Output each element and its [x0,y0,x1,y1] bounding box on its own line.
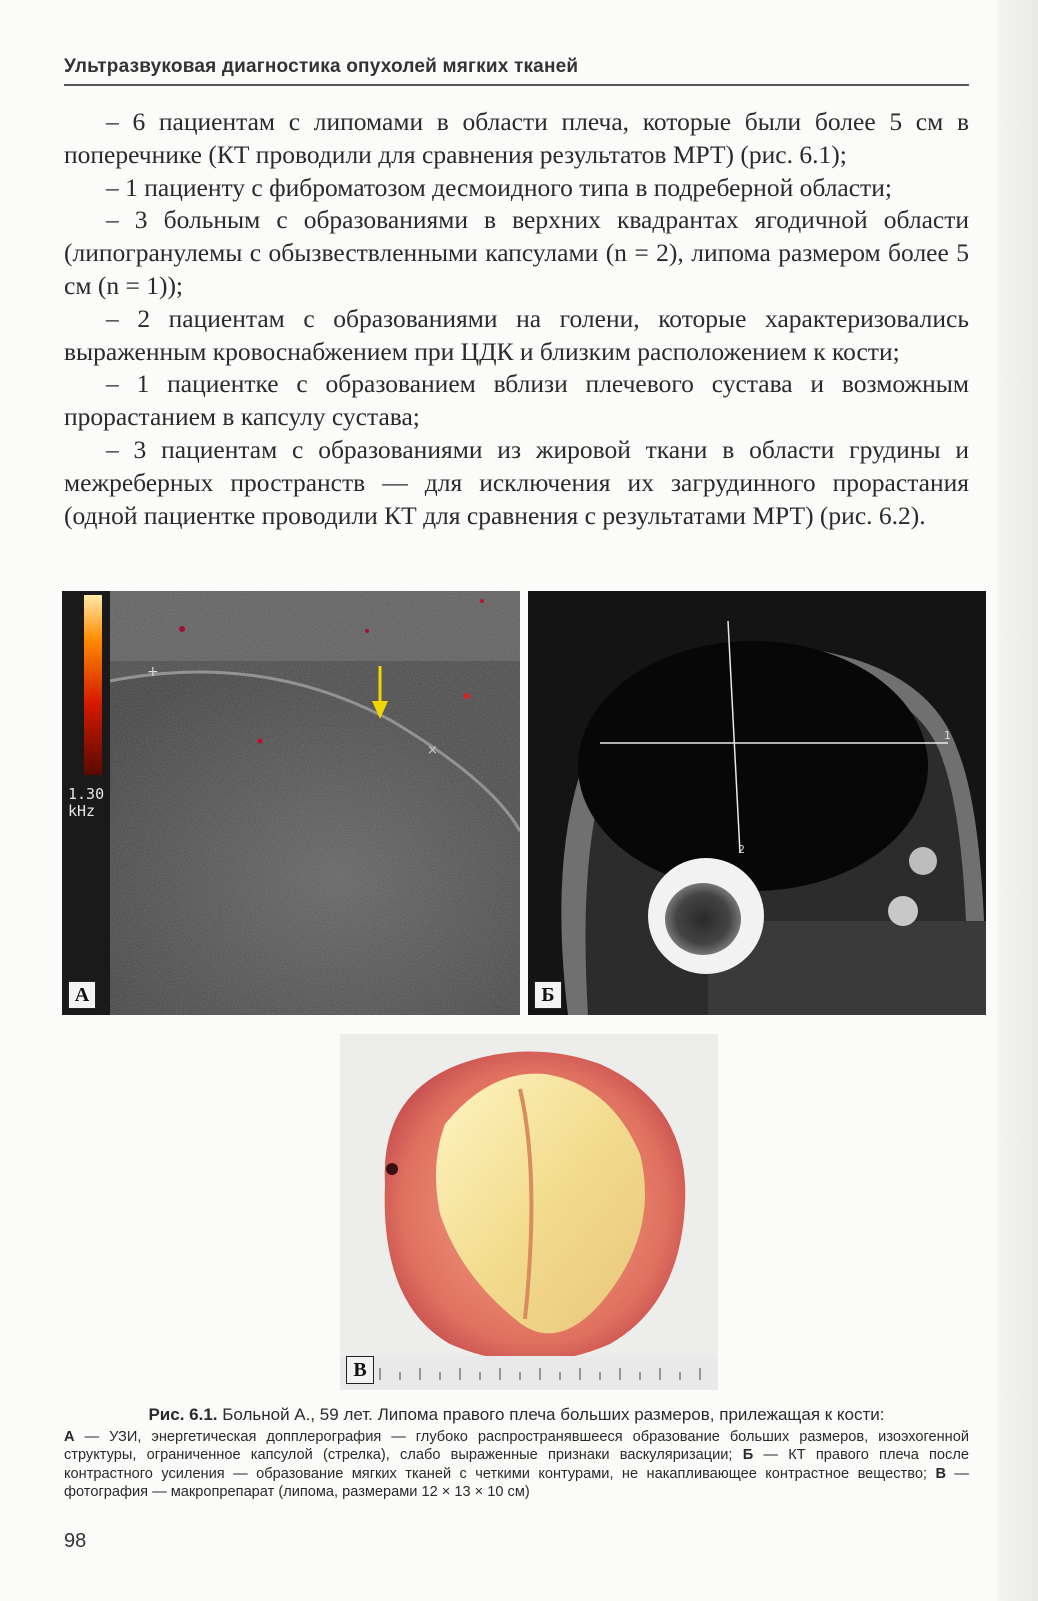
specimen-graphic [340,1034,718,1390]
page-edge-shadow [998,0,1038,1601]
paragraph: – 3 больным с образованиями в верхних квадрантах ягодичной области (липогранулемы с обызвествленными капсулами (n = 2), липома размером более 5 см (n = 1)); [64,205,969,300]
paragraph: – 3 пациентам с образованиями из жировой ткани в области грудины и межреберных пространств — для исключения их загрудинного прорастания (одной пациентке проводили КТ для сравнения с результатами МРТ) (рис. 6.2). [64,434,969,530]
figure-caption [64,1406,969,1502]
svg-text:+: + [147,664,159,680]
panel-label-b: Б [534,981,562,1009]
paragraph: – 6 пациентам с липомами в области плеча, которые были более 5 см в поперечнике (КТ проводили для сравнения результатов МРТ) (рис. 6.1); [64,107,969,169]
page-number: 98 [64,1530,87,1552]
caption-title [64,1406,969,1425]
paragraph: – 1 пациенту с фиброматозом десмоидного типа в подреберной области; [106,172,892,202]
ultrasound-graphic [62,591,520,1015]
svg-text:×: × [427,743,438,758]
header-rule [64,84,969,86]
ultrasound-image [62,591,520,1015]
body-text [64,106,969,532]
panel-label-c: В [346,1356,374,1384]
doppler-frequency-readout [68,786,104,820]
paragraph: – 1 пациентке с образованием вблизи плечевого сустава и возможным прорастанием в капсулу сустава; [64,369,969,432]
caption-label-a: А [64,1428,75,1445]
caption-text-b: — КТ правого плеча после контрастного усиления — образование мягких тканей с четкими контурами, не накапливающее контрастное вещество; [64,1447,969,1482]
caption-text-c: — фотография — макропрепарат (липома, размерами 12 × 13 × 10 см) [64,1465,970,1500]
frequency-value: 1.30 [68,785,105,803]
panel-label-a: А [68,981,96,1009]
svg-text:2: 2 [738,843,745,856]
ct-graphic [528,591,986,1015]
caption-label-b: Б [742,1447,754,1463]
caption-label-c: В [935,1465,946,1482]
frequency-unit: kHz [68,802,96,820]
paragraph: – 2 пациентам с образованиями на голени, которые характеризовались выраженным кровоснабжением при ЦДК и близким расположением к кости; [64,303,969,366]
specimen-photo [340,1034,718,1390]
caption-title-text: Больной А., 59 лет. Липома правого плеча больших размеров, прилежащая к кости: [217,1405,885,1424]
running-head: Ультразвуковая диагностика опухолей мягких тканей [64,56,579,77]
caption-text-a: — УЗИ, энергетическая допплерография — глубоко распространявшееся образование больших размеров, изоэхогенной структуры, ограниченное капсулой (стрелка), слабо выраженные признаки васкуляризации; [64,1428,969,1463]
caption-body [64,1428,969,1502]
svg-text:1: 1 [944,729,951,742]
caption-figure-number: Рис. 6.1. [148,1405,218,1424]
ct-image [528,591,986,1015]
